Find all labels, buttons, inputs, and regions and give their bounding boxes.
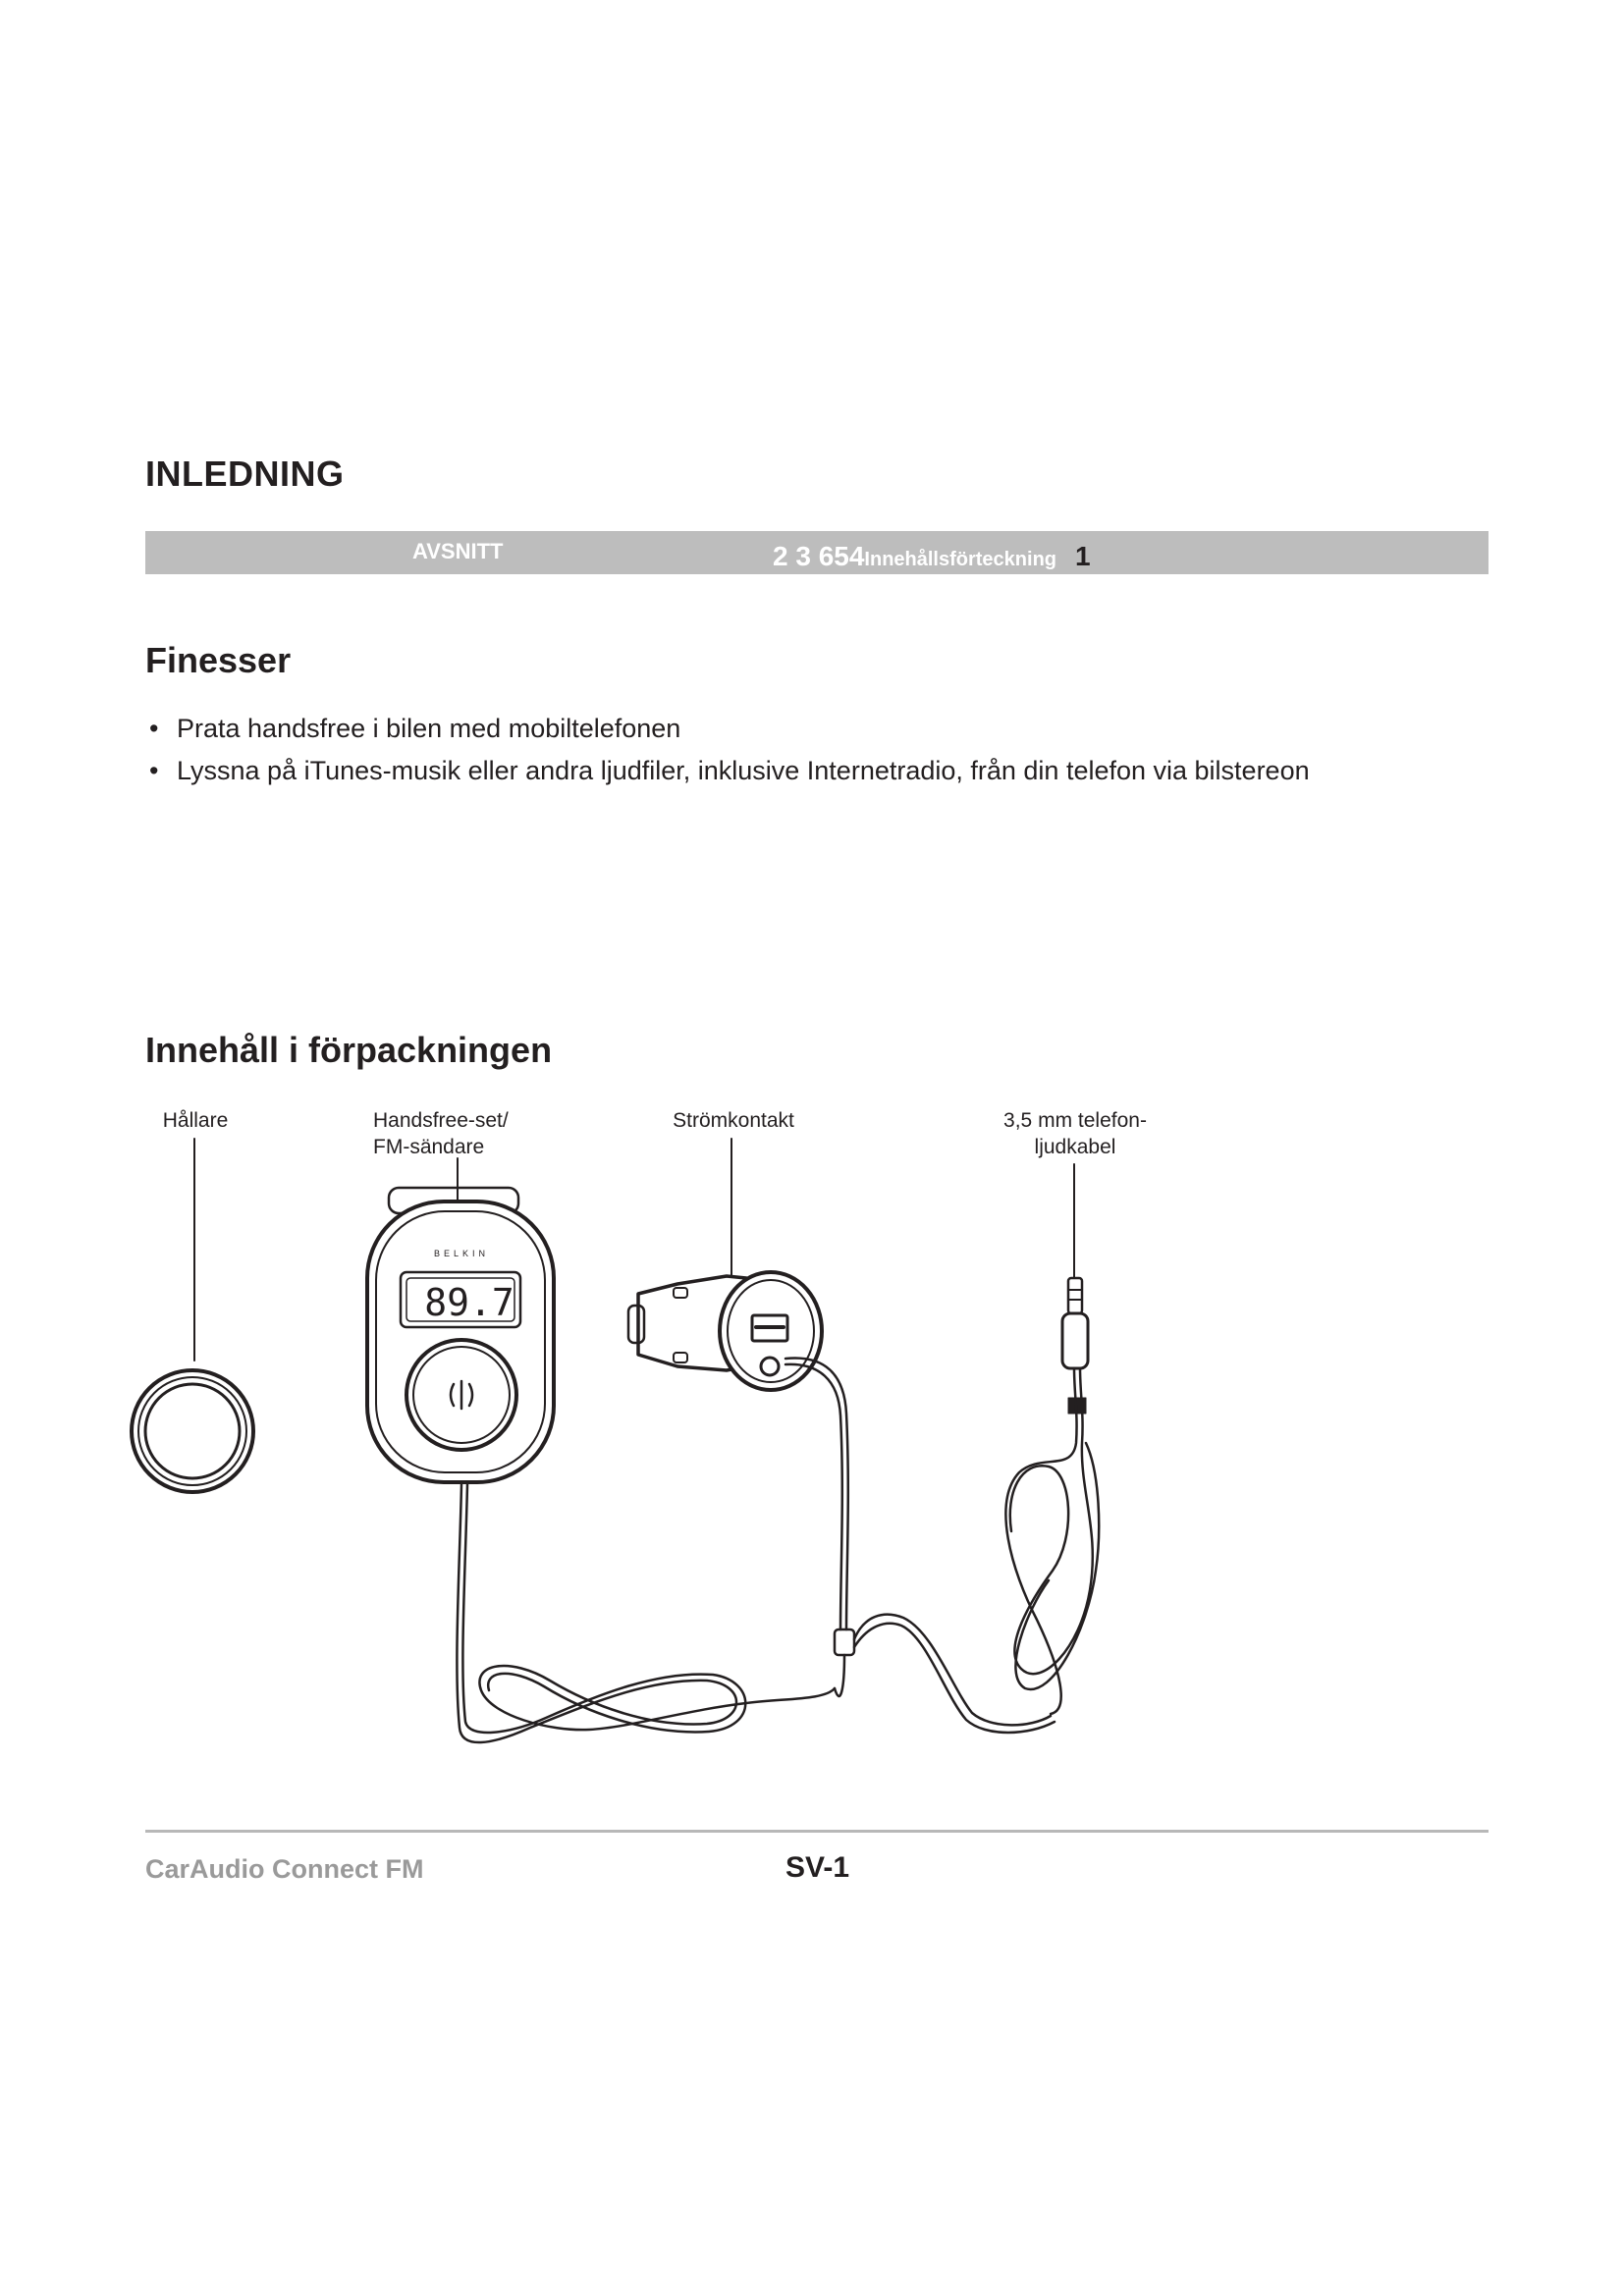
bullet: • <box>149 714 159 743</box>
caption-power: Strömkontakt <box>673 1109 794 1132</box>
footer-product-name: CarAudio Connect FM <box>145 1854 424 1884</box>
device-cable <box>457 1484 835 1742</box>
feature-text: Prata handsfree i bilen med mobiltelefonen <box>177 714 681 743</box>
caption-cable-line2: ljudkabel <box>1034 1136 1116 1158</box>
features-heading: Finesser <box>145 640 292 680</box>
caption-handsfree-line2: FM-sändare <box>373 1136 485 1158</box>
power-adapter-icon <box>628 1272 822 1390</box>
current-section-number: 1 <box>1075 541 1091 571</box>
audio-cable <box>1005 1278 1099 1714</box>
holder-ring-icon <box>132 1370 253 1492</box>
section-heading: INLEDNING <box>145 454 345 494</box>
power-cable <box>785 1358 1055 1733</box>
footer-page-number: SV-1 <box>785 1851 850 1884</box>
toc-link[interactable]: Innehållsförteckning <box>864 549 1057 570</box>
caption-handsfree-line1: Handsfree-set/ <box>373 1109 509 1132</box>
contents-heading: Innehåll i förpackningen <box>145 1030 553 1070</box>
footer-divider <box>145 1830 1489 1833</box>
device-brand-label: BELKIN <box>433 1249 490 1258</box>
section-nav-numbers[interactable]: 2 3 654 <box>773 541 865 571</box>
section-nav-label: AVSNITT <box>412 539 504 563</box>
caption-holder: Hållare <box>162 1109 229 1132</box>
feature-text: Lyssna på iTunes-musik eller andra ljudfiler, inklusive Internetradio, från din telefon via bilstereon <box>177 756 1310 785</box>
caption-cable-line1: 3,5 mm telefon- <box>1003 1109 1147 1132</box>
bullet: • <box>149 756 159 785</box>
device-display-readout: 89.7 <box>424 1281 514 1324</box>
handsfree-device-icon <box>367 1188 554 1482</box>
